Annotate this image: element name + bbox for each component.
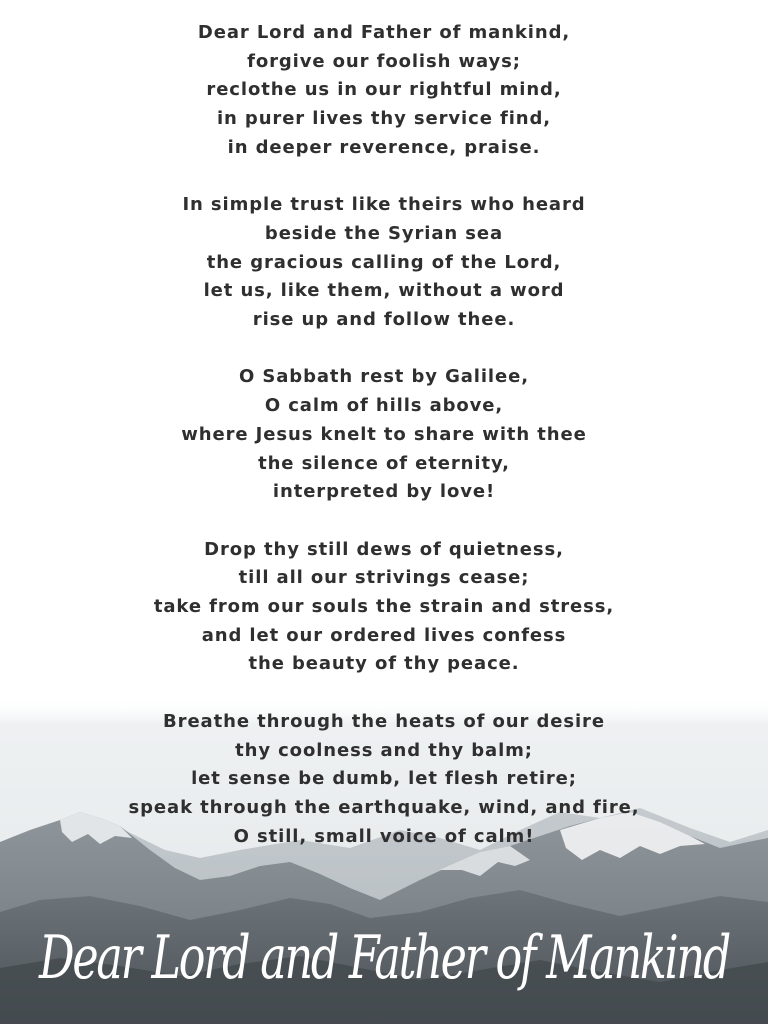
verse-line: in deeper reverence, praise. <box>227 136 541 158</box>
verse-line: Breathe through the heats of our desire <box>163 710 605 732</box>
verse-line: and let our ordered lives confess <box>201 624 567 646</box>
verse-line: rise up and follow thee. <box>252 309 516 331</box>
verse-line: O still, small voice of calm! <box>233 825 535 847</box>
stanza-4 <box>0 536 768 680</box>
verse-line: let sense be dumb, let flesh retire; <box>191 768 577 790</box>
verse-line: O calm of hills above, <box>264 395 504 417</box>
verse-line: forgive our foolish ways; <box>247 50 521 72</box>
stanza-3 <box>0 363 768 507</box>
stanza-2 <box>0 191 768 335</box>
verse-line: speak through the earthquake, wind, and fire, <box>128 796 640 818</box>
verse-line: where Jesus knelt to share with thee <box>181 423 587 445</box>
script-title <box>0 902 768 1012</box>
verse-line: thy coolness and thy balm; <box>235 739 533 761</box>
verse-line: beside the Syrian sea <box>264 222 504 244</box>
verse-line: O Sabbath rest by Galilee, <box>239 366 529 388</box>
verse-line: the beauty of thy peace. <box>248 653 520 675</box>
hymn-text <box>0 19 768 880</box>
script-title-text: Dear Lord and Father of Mankind <box>38 923 730 993</box>
stanza-1 <box>0 19 768 163</box>
verse-line: in purer lives thy service find, <box>216 108 552 130</box>
verse-line: the gracious calling of the Lord, <box>206 251 562 273</box>
verse-line: the silence of eternity, <box>258 452 510 474</box>
verse-line: interpreted by love! <box>272 481 496 503</box>
verse-line: Dear Lord and Father of mankind, <box>197 22 571 43</box>
stanza-5 <box>0 708 768 852</box>
verse-line: In simple trust like theirs who heard <box>182 194 586 216</box>
verse-line: let us, like them, without a word <box>203 280 565 302</box>
verse-line: take from our souls the strain and stress, <box>153 596 615 618</box>
verse-line: reclothe us in our rightful mind, <box>206 79 562 101</box>
verse-line: Drop thy still dews of quietness, <box>204 538 564 560</box>
verse-line: till all our strivings cease; <box>238 567 530 589</box>
